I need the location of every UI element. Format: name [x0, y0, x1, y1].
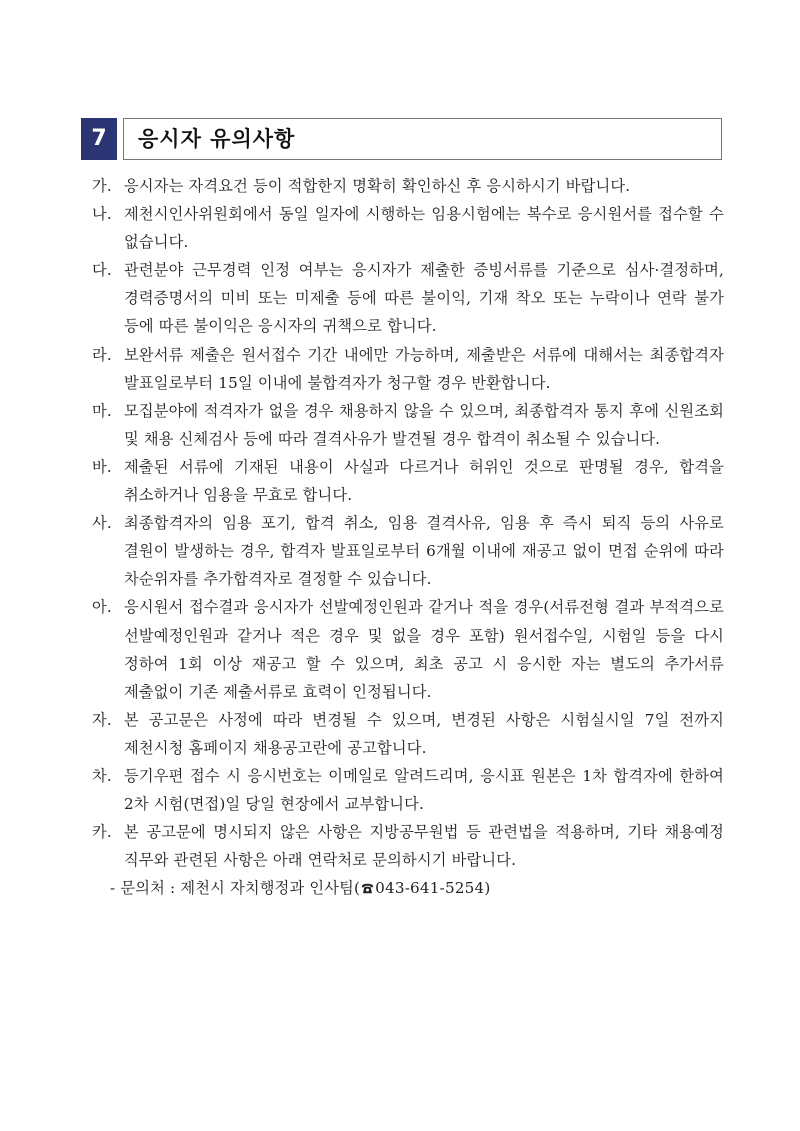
section-header	[81, 118, 722, 160]
notice-item	[92, 200, 724, 256]
item-text: 본 공고문은 사정에 따라 변경될 수 있으며, 변경된 사항은 시험실시일 7일 전까지 제천시청 홈페이지 채용공고란에 공고합니다.	[124, 710, 724, 757]
item-marker: 사.	[92, 514, 112, 533]
item-marker: 자.	[92, 710, 112, 729]
section-title-box	[123, 118, 722, 160]
contact-suffix: )	[484, 879, 491, 898]
notice-item	[92, 818, 724, 874]
notice-item	[92, 172, 724, 200]
notice-item	[92, 397, 724, 453]
item-text: 제천시인사위원회에서 동일 일자에 시행하는 임용시험에는 복수로 응시원서를 접수할 수 없습니다.	[124, 205, 724, 252]
notice-list	[92, 172, 724, 902]
item-marker: 차.	[92, 766, 112, 785]
item-text: 최종합격자의 임용 포기, 합격 취소, 임용 결격사유, 임용 후 즉시 퇴직 등의 사유로 결원이 발생하는 경우, 합격자 발표일로부터 6개월 이내에 재공고 없이 면접 순위에 따라 차순위자를 추가합격자로 결정할 수 있습니다.	[124, 514, 724, 589]
item-text: 관련분야 근무경력 인정 여부는 응시자가 제출한 증빙서류를 기준으로 심사·결정하며, 경력증명서의 미비 또는 미제출 등에 따른 불이익, 기재 착오 또는 누락이나 연락 불가 등에 따른 불이익은 응시자의 귀책으로 합니다.	[124, 261, 724, 336]
item-text: 응시자는 자격요건 등이 적합한지 명확히 확인하신 후 응시하시기 바랍니다.	[124, 177, 631, 195]
item-marker: 바.	[92, 457, 112, 476]
item-marker: 나.	[92, 205, 112, 224]
item-text: 응시원서 접수결과 응시자가 선발예정인원과 같거나 적을 경우(서류전형 결과 부적격으로 선발예정인원과 같거나 적은 경우 및 없을 경우 포함) 원서접수일, 시험일 등을 다시 정하여 1회 이상 재공고 할 수 있으며, 최초 공고 시 응시한 자는 별도의 추가서류 제출없이 기존 제출서류로 효력이 인정됩니다.	[124, 598, 724, 701]
item-text: 보완서류 제출은 원서접수 기간 내에만 가능하며, 제출받은 서류에 대해서는 최종합격자 발표일로부터 15일 이내에 불합격자가 청구할 경우 반환합니다.	[124, 345, 724, 392]
notice-item	[92, 593, 724, 705]
contact-line	[92, 874, 724, 902]
item-marker: 라.	[92, 345, 112, 364]
notice-item	[92, 341, 724, 397]
item-marker: 가.	[92, 177, 112, 195]
notice-item	[92, 256, 724, 340]
section-title: 응시자 유의사항	[138, 127, 296, 151]
section-number: 7	[81, 118, 117, 160]
item-text: 제출된 서류에 기재된 내용이 사실과 다르거나 허위인 것으로 판명될 경우, 합격을 취소하거나 임용을 무효로 합니다.	[124, 457, 724, 505]
notice-item	[92, 509, 724, 593]
notice-item	[92, 762, 724, 818]
item-marker: 카.	[92, 823, 112, 842]
item-marker: 마.	[92, 401, 112, 420]
telephone-icon	[361, 883, 374, 894]
item-marker: 아.	[92, 598, 112, 617]
contact-phone: 043-641-5254	[375, 879, 485, 898]
item-text: 등기우편 접수 시 응시번호는 이메일로 알려드리며, 응시표 원본은 1차 합격자에 한하여 2차 시험(면접)일 당일 현장에서 교부합니다.	[124, 766, 724, 814]
contact-prefix: - 문의처 : 제천시 자치행정과 인사팀(	[110, 879, 361, 898]
notice-item	[92, 453, 724, 509]
item-marker: 다.	[92, 261, 112, 280]
notice-item	[92, 706, 724, 762]
item-text: 본 공고문에 명시되지 않은 사항은 지방공무원법 등 관련법을 적용하며, 기타 채용예정 직무와 관련된 사항은 아래 연락처로 문의하시기 바랍니다.	[124, 823, 724, 870]
item-text: 모집분야에 적격자가 없을 경우 채용하지 않을 수 있으며, 최종합격자 통지 후에 신원조회 및 채용 신체검사 등에 따라 결격사유가 발견될 경우 합격이 취소될 수 있습니다.	[124, 401, 724, 448]
